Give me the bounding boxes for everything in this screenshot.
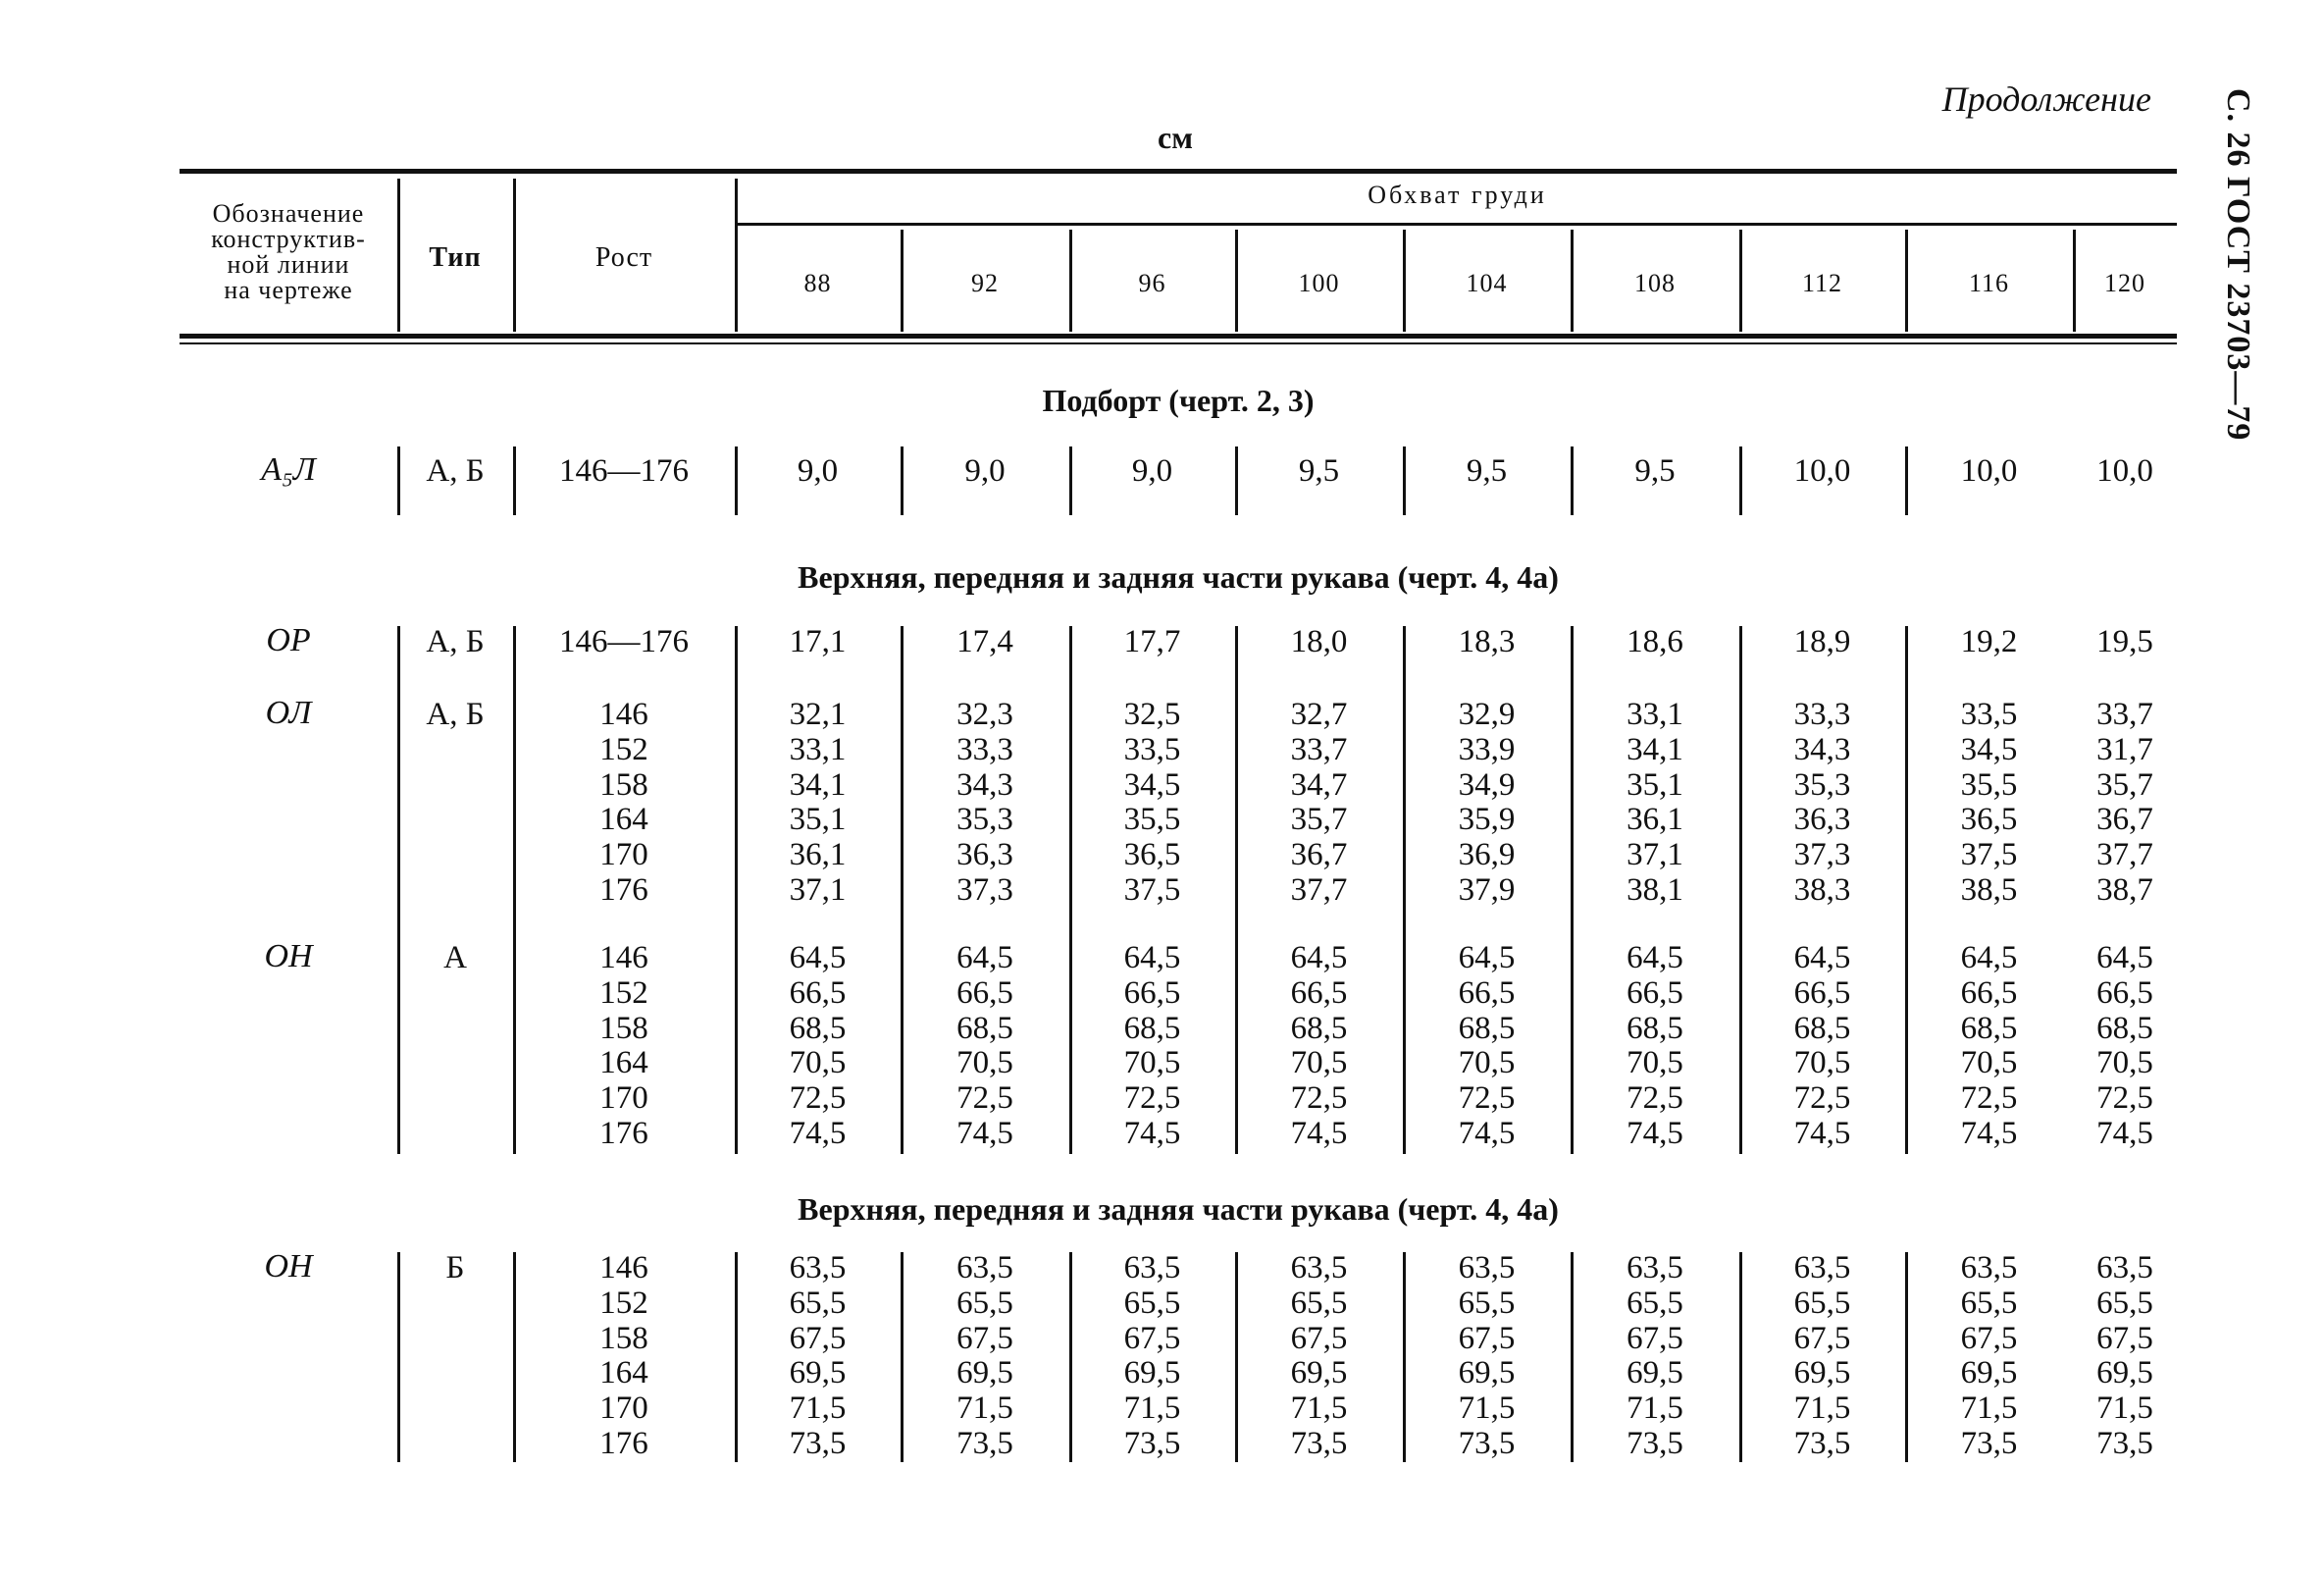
value-cell: 64,5 (1627, 940, 1683, 975)
value-cell: 36,1 (789, 837, 847, 873)
value-cell: 70,5 (956, 1045, 1013, 1081)
value-cell: 69,5 (1290, 1355, 1348, 1391)
height-cell: 152 (599, 731, 648, 767)
value-cell: 37,7 (2096, 837, 2153, 873)
value-cell: 70,5 (1627, 1045, 1683, 1081)
header-designation-line: на чертеже (224, 276, 353, 304)
value-cell: 66,5 (789, 974, 847, 1011)
value-cell: 69,5 (1960, 1355, 2018, 1391)
value-cell: 37,5 (1960, 837, 2018, 873)
value-cell: 71,5 (2096, 1390, 2153, 1427)
value-cell: 65,5 (956, 1285, 1013, 1321)
value-cell: 9,5 (1634, 453, 1676, 489)
value-cell: 69,5 (789, 1355, 847, 1391)
value-cell: 36,1 (1627, 802, 1683, 838)
value-cell: 38,3 (1793, 872, 1851, 908)
value-cell: 69,5 (956, 1355, 1013, 1391)
height-cell: 176 (599, 1116, 648, 1151)
value-cell: 35,5 (1960, 766, 2018, 803)
value-cell: 63,5 (1458, 1250, 1516, 1285)
unit-label: см (1158, 120, 1193, 155)
header-column-divider (735, 179, 738, 332)
line-designation: ОЛ (265, 695, 312, 731)
value-cell: 74,5 (2096, 1116, 2153, 1151)
value-cell: 70,5 (2096, 1045, 2153, 1081)
height-cell: 170 (599, 1390, 648, 1427)
header-column-divider (513, 179, 516, 332)
value-cell: 72,5 (2096, 1080, 2153, 1117)
value-cell: 63,5 (1123, 1250, 1181, 1285)
header-size-92: 92 (971, 269, 999, 297)
value-cell: 63,5 (1793, 1250, 1851, 1285)
value-cell: 10,0 (1960, 453, 2018, 489)
height-cell: 146—176 (559, 624, 689, 659)
value-cell: 65,5 (1793, 1285, 1851, 1321)
side-page-header: С. 26 ГОСТ 23703—79 (2220, 88, 2256, 442)
value-cell: 68,5 (1290, 1010, 1348, 1046)
value-cell: 38,1 (1627, 872, 1683, 908)
height-cell: 164 (599, 802, 648, 838)
value-cell: 36,3 (956, 837, 1013, 873)
header-chest: Обхват груди (1368, 181, 1547, 209)
value-cell: 74,5 (1793, 1116, 1851, 1151)
value-cell: 9,0 (1131, 453, 1173, 489)
value-cell: 63,5 (1960, 1250, 2018, 1285)
section-title: Подборт (черт. 2, 3) (1042, 383, 1315, 418)
value-cell: 68,5 (1627, 1010, 1683, 1046)
value-cell: 64,5 (956, 940, 1013, 975)
header-size-96: 96 (1138, 269, 1166, 297)
value-cell: 68,5 (1458, 1010, 1516, 1046)
value-cell: 32,9 (1458, 697, 1516, 732)
value-cell: 65,5 (1458, 1285, 1516, 1321)
value-cell: 34,1 (1627, 731, 1683, 767)
value-cell: 9,5 (1298, 453, 1340, 489)
value-cell: 74,5 (956, 1116, 1013, 1151)
value-cell: 17,4 (956, 624, 1013, 659)
header-bottom-rule (180, 334, 2177, 339)
value-cell: 66,5 (1123, 974, 1181, 1011)
value-cell: 64,5 (789, 940, 847, 975)
value-cell: 33,9 (1458, 731, 1516, 767)
header-size-108: 108 (1634, 269, 1676, 297)
value-cell: 67,5 (789, 1320, 847, 1356)
chest-header-rule (738, 223, 2177, 226)
value-cell: 34,5 (1123, 766, 1181, 803)
value-cell: 67,5 (1793, 1320, 1851, 1356)
value-cell: 64,5 (2096, 940, 2153, 975)
value-cell: 9,0 (964, 453, 1006, 489)
value-cell: 69,5 (1627, 1355, 1683, 1391)
value-cell: 73,5 (789, 1426, 847, 1461)
value-cell: 66,5 (1793, 974, 1851, 1011)
header-designation (180, 201, 397, 303)
value-cell: 37,7 (1290, 872, 1348, 908)
value-cell: 70,5 (1290, 1045, 1348, 1081)
value-cell: 72,5 (789, 1080, 847, 1117)
value-cell: 36,7 (2096, 802, 2153, 838)
value-cell: 66,5 (1290, 974, 1348, 1011)
value-cell: 35,7 (1290, 802, 1348, 838)
value-cell: 67,5 (1290, 1320, 1348, 1356)
height-cell: 152 (599, 1285, 648, 1321)
value-cell: 74,5 (1458, 1116, 1516, 1151)
value-cell: 33,7 (2096, 697, 2153, 732)
value-cell: 34,5 (1960, 731, 2018, 767)
header-size-116: 116 (1968, 269, 2010, 297)
value-cell: 32,5 (1123, 697, 1181, 732)
value-cell: 74,5 (1290, 1116, 1348, 1151)
value-cell: 69,5 (2096, 1355, 2153, 1391)
value-cell: 35,9 (1458, 802, 1516, 838)
value-cell: 74,5 (1627, 1116, 1683, 1151)
value-cell: 65,5 (1123, 1285, 1181, 1321)
value-cell: 32,3 (956, 697, 1013, 732)
header-designation-line: конструктив- (211, 225, 366, 253)
value-cell: 65,5 (1627, 1285, 1683, 1321)
value-cell: 19,5 (2096, 624, 2153, 659)
value-cell: 71,5 (1290, 1390, 1348, 1427)
value-cell: 36,7 (1290, 837, 1348, 873)
value-cell: 32,7 (1290, 697, 1348, 732)
type-cell: А, Б (426, 697, 485, 732)
value-cell: 71,5 (1793, 1390, 1851, 1427)
value-cell: 69,5 (1793, 1355, 1851, 1391)
type-cell: А, Б (426, 624, 485, 659)
value-cell: 35,1 (789, 802, 847, 838)
value-cell: 64,5 (1960, 940, 2018, 975)
value-cell: 68,5 (1123, 1010, 1181, 1046)
value-cell: 63,5 (1627, 1250, 1683, 1285)
value-cell: 10,0 (2096, 453, 2153, 489)
value-cell: 68,5 (1960, 1010, 2018, 1046)
value-cell: 63,5 (789, 1250, 847, 1285)
value-cell: 69,5 (1123, 1355, 1181, 1391)
value-cell: 31,7 (2096, 731, 2153, 767)
value-cell: 35,3 (956, 802, 1013, 838)
value-cell: 36,5 (1960, 802, 2018, 838)
value-cell: 70,5 (789, 1045, 847, 1081)
value-cell: 66,5 (1960, 974, 2018, 1011)
value-cell: 33,3 (956, 731, 1013, 767)
header-type: Тип (429, 242, 482, 273)
type-cell: А, Б (426, 453, 485, 489)
line-designation: ОН (264, 1248, 313, 1285)
value-cell: 67,5 (956, 1320, 1013, 1356)
value-cell: 34,9 (1458, 766, 1516, 803)
height-cell: 146—176 (559, 453, 689, 489)
value-cell: 34,7 (1290, 766, 1348, 803)
value-cell: 36,3 (1793, 802, 1851, 838)
height-cell: 176 (599, 872, 648, 908)
value-cell: 19,2 (1960, 624, 2018, 659)
value-cell: 73,5 (1960, 1426, 2018, 1461)
header-size-104: 104 (1466, 269, 1508, 297)
value-cell: 64,5 (1793, 940, 1851, 975)
type-cell: А (443, 940, 467, 975)
value-cell: 64,5 (1290, 940, 1348, 975)
value-cell: 68,5 (1793, 1010, 1851, 1046)
value-cell: 67,5 (1960, 1320, 2018, 1356)
value-cell: 34,3 (1793, 731, 1851, 767)
value-cell: 34,3 (956, 766, 1013, 803)
value-cell: 18,3 (1458, 624, 1516, 659)
value-cell: 33,7 (1290, 731, 1348, 767)
value-cell: 63,5 (1290, 1250, 1348, 1285)
value-cell: 72,5 (956, 1080, 1013, 1117)
height-cell: 146 (599, 697, 648, 732)
value-cell: 65,5 (2096, 1285, 2153, 1321)
value-cell: 68,5 (2096, 1010, 2153, 1046)
value-cell: 64,5 (1123, 940, 1181, 975)
height-cell: 164 (599, 1045, 648, 1081)
continuation-label: Продолжение (1941, 79, 2151, 119)
value-cell: 65,5 (789, 1285, 847, 1321)
value-cell: 9,5 (1466, 453, 1508, 489)
value-cell: 67,5 (2096, 1320, 2153, 1356)
value-cell: 71,5 (789, 1390, 847, 1427)
value-cell: 71,5 (1458, 1390, 1516, 1427)
value-cell: 10,0 (1793, 453, 1851, 489)
value-cell: 72,5 (1123, 1080, 1181, 1117)
value-cell: 70,5 (1458, 1045, 1516, 1081)
table-top-rule (180, 169, 2177, 174)
value-cell: 34,1 (789, 766, 847, 803)
value-cell: 74,5 (1123, 1116, 1181, 1151)
value-cell: 73,5 (1290, 1426, 1348, 1461)
value-cell: 73,5 (1627, 1426, 1683, 1461)
value-cell: 17,1 (789, 624, 847, 659)
value-cell: 37,1 (789, 872, 847, 908)
value-cell: 71,5 (1960, 1390, 2018, 1427)
value-cell: 72,5 (1290, 1080, 1348, 1117)
value-cell: 32,1 (789, 697, 847, 732)
height-cell: 158 (599, 1010, 648, 1046)
header-designation-line: Обозначение (212, 199, 365, 228)
header-height: Рост (594, 242, 653, 273)
value-cell: 70,5 (1960, 1045, 2018, 1081)
value-cell: 74,5 (789, 1116, 847, 1151)
value-cell: 38,7 (2096, 872, 2153, 908)
value-cell: 63,5 (956, 1250, 1013, 1285)
height-cell: 158 (599, 1320, 648, 1356)
value-cell: 37,9 (1458, 872, 1516, 908)
value-cell: 73,5 (956, 1426, 1013, 1461)
value-cell: 33,5 (1123, 731, 1181, 767)
value-cell: 73,5 (1123, 1426, 1181, 1461)
value-cell: 36,9 (1458, 837, 1516, 873)
value-cell: 66,5 (956, 974, 1013, 1011)
value-cell: 33,1 (1627, 697, 1683, 732)
value-cell: 35,1 (1627, 766, 1683, 803)
header-size-120: 120 (2104, 269, 2145, 297)
value-cell: 37,5 (1123, 872, 1181, 908)
value-cell: 72,5 (1960, 1080, 2018, 1117)
value-cell: 33,3 (1793, 697, 1851, 732)
value-cell: 65,5 (1960, 1285, 2018, 1321)
value-cell: 69,5 (1458, 1355, 1516, 1391)
value-cell: 70,5 (1123, 1045, 1181, 1081)
height-cell: 164 (599, 1355, 648, 1391)
height-cell: 158 (599, 766, 648, 803)
value-cell: 66,5 (1627, 974, 1683, 1011)
value-cell: 36,5 (1123, 837, 1181, 873)
header-size-112: 112 (1801, 269, 1843, 297)
value-cell: 65,5 (1290, 1285, 1348, 1321)
type-cell: Б (445, 1250, 465, 1285)
value-cell: 68,5 (956, 1010, 1013, 1046)
value-cell: 73,5 (2096, 1426, 2153, 1461)
value-cell: 38,5 (1960, 872, 2018, 908)
section-title: Верхняя, передняя и задняя части рукава (черт. 4, 4а) (798, 559, 1559, 595)
value-cell: 35,3 (1793, 766, 1851, 803)
height-cell: 170 (599, 837, 648, 873)
value-cell: 70,5 (1793, 1045, 1851, 1081)
value-cell: 66,5 (2096, 974, 2153, 1011)
value-cell: 68,5 (789, 1010, 847, 1046)
value-cell: 18,9 (1793, 624, 1851, 659)
height-cell: 146 (599, 1250, 648, 1285)
value-cell: 67,5 (1123, 1320, 1181, 1356)
value-cell: 74,5 (1960, 1116, 2018, 1151)
value-cell: 72,5 (1458, 1080, 1516, 1117)
header-size-100: 100 (1298, 269, 1340, 297)
value-cell: 18,0 (1290, 624, 1348, 659)
height-cell: 176 (599, 1426, 648, 1461)
value-cell: 18,6 (1627, 624, 1683, 659)
header-size-88: 88 (803, 269, 832, 297)
value-cell: 72,5 (1627, 1080, 1683, 1117)
value-cell: 67,5 (1627, 1320, 1683, 1356)
value-cell: 67,5 (1458, 1320, 1516, 1356)
line-designation: А₅Л (261, 451, 316, 488)
value-cell: 72,5 (1793, 1080, 1851, 1117)
value-cell: 33,5 (1960, 697, 2018, 732)
value-cell: 71,5 (1123, 1390, 1181, 1427)
value-cell: 17,7 (1123, 624, 1181, 659)
header-column-divider (397, 179, 400, 332)
value-cell: 9,0 (797, 453, 839, 489)
value-cell: 35,5 (1123, 802, 1181, 838)
height-cell: 146 (599, 940, 648, 975)
line-designation: ОР (266, 622, 311, 658)
height-cell: 170 (599, 1080, 648, 1117)
value-cell: 37,3 (1793, 837, 1851, 873)
header-bottom-rule-2 (180, 342, 2177, 344)
value-cell: 63,5 (2096, 1250, 2153, 1285)
height-cell: 152 (599, 974, 648, 1011)
value-cell: 73,5 (1793, 1426, 1851, 1461)
value-cell: 37,1 (1627, 837, 1683, 873)
value-cell: 64,5 (1458, 940, 1516, 975)
value-cell: 71,5 (1627, 1390, 1683, 1427)
header-designation-line: ной линии (227, 250, 350, 279)
value-cell: 35,7 (2096, 766, 2153, 803)
value-cell: 71,5 (956, 1390, 1013, 1427)
value-cell: 33,1 (789, 731, 847, 767)
section-title: Верхняя, передняя и задняя части рукава (черт. 4, 4а) (798, 1191, 1559, 1227)
line-designation: ОН (264, 938, 313, 974)
value-cell: 37,3 (956, 872, 1013, 908)
value-cell: 66,5 (1458, 974, 1516, 1011)
value-cell: 73,5 (1458, 1426, 1516, 1461)
